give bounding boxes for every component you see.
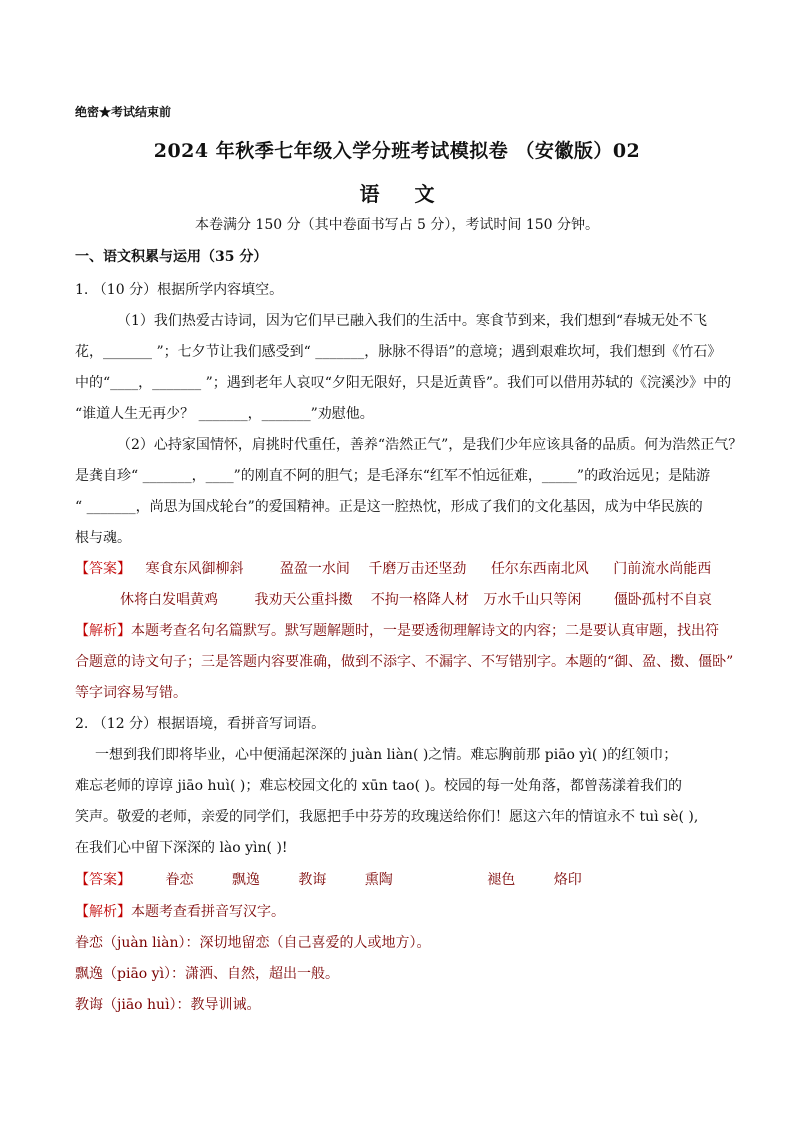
q2-stem: 2. （12 分）根据语境，看拼音写词语。: [75, 716, 326, 732]
exam-note: 本卷满分 150 分（其中卷面书写占 5 分），考试时间 150 分钟。: [194, 217, 600, 233]
definition-item: 眷恋（juàn liàn）：深切地留恋（自己喜爱的人或地方）。: [75, 935, 431, 951]
answer-item: 盈盈一水间: [279, 561, 350, 577]
q2-line1: 一想到我们即将毕业，心中便涌起深深的 juàn liàn( )之情。难忘胸前那 piāo yì( )的红领巾；: [95, 747, 678, 763]
answer-item: 任尔东西南北风: [490, 561, 589, 577]
q1-p1-line4: “谁道人生无再少？ _______，_______”劝慰他。: [75, 406, 374, 422]
analysis-label: 【解析】: [75, 904, 131, 920]
analysis-text: 本题考查名句名篇默写。默写题解题时，一是要透彻理解诗文的内容；二是要认真审题，找出符: [131, 623, 719, 639]
analysis-text: 本题考查看拼音写汉字。: [131, 904, 285, 920]
section-heading: 一、语文积累与运用（35 分）: [75, 249, 268, 265]
q1-analysis-line2: 合题意的诗文句子；三是答题内容要准确，做到不添字、不漏字、不写错别字。本题的“御、盈、擞、僵卧”: [75, 654, 734, 670]
answer-item: 寒食东风御柳斜: [145, 561, 244, 577]
answer-label: 【答案】: [75, 561, 131, 577]
q1-answer-row1: [75, 559, 725, 579]
analysis-label: 【解析】: [75, 623, 131, 639]
answer-item: 熏陶: [364, 872, 393, 888]
q1-p2-line2: 是龚自珍“ _______，____”的刚直不阿的胆气；是毛泽东“红军不怕远征难，_____”的政治远见；是陆游: [75, 468, 711, 484]
q1-stem: 1. （10 分）根据所学内容填空。: [75, 282, 284, 298]
answer-item: 万水千山只等闲: [483, 592, 582, 608]
answer-item: 门前流水尚能西: [613, 561, 712, 577]
q1-p2-line4: 根与魂。: [75, 530, 131, 546]
q1-p2-line1: （2）心持家国情怀，肩挑时代重任，善养“浩然正气”，是我们少年应该具备的品质。何为浩然正气？: [117, 437, 743, 453]
q2-line3: 笑声。敬爱的老师，亲爱的同学们，我愿把手中芬芳的玫瑰送给你们！愿这六年的情谊永不 tuì sè( ),: [75, 809, 699, 825]
q1-answer-row2: [120, 590, 770, 610]
answer-item: 千磨万击还坚劲: [368, 561, 467, 577]
answer-item: 烙印: [553, 872, 582, 888]
q1-p1-line2: 花，_______ ”；七夕节让我们感受到“ _______，脉脉不得语”的意境；遇到艰难坎坷，我们想到《竹石》: [75, 344, 722, 360]
q1-p1-line3: 中的“____，_______ ”；遇到老年人哀叹“夕阳无限好，只是近黄昏”。我们可以借用苏轼的《浣溪沙》中的: [75, 375, 732, 391]
definition-item: 飘逸（piāo yì）：潇洒、自然，超出一般。: [75, 966, 340, 982]
q1-analysis-line1: [75, 621, 725, 641]
answer-item: 眷恋: [165, 872, 194, 888]
q1-analysis-line3: 等字词容易写错。: [75, 685, 187, 701]
q2-line4: 在我们心中留下深深的 lào yìn( )!: [75, 840, 288, 856]
answer-label: 【答案】: [75, 872, 131, 888]
answer-item: 休将白发唱黄鸡: [120, 592, 218, 608]
answer-item: 我劝天公重抖擞: [254, 592, 353, 608]
definition-item: 教诲（jiāo huì）：教导训诫。: [75, 997, 261, 1013]
q1-p1-line1: （1）我们热爱古诗词，因为它们早已融入我们的生活中。寒食节到来，我们想到“春城无处不飞: [117, 313, 708, 329]
answer-item: 不拘一格降人材: [370, 592, 469, 608]
answer-item: 飘逸: [231, 872, 260, 888]
answer-item: 僵卧孤村不自哀: [613, 592, 712, 608]
page-title: 2024 年秋季七年级入学分班考试模拟卷 （安徽版）02: [153, 140, 641, 162]
answer-item: 教诲: [298, 872, 327, 888]
q2-answer-row: [75, 870, 725, 890]
secret-label: 绝密★考试结束前: [75, 105, 172, 119]
q2-analysis: [75, 902, 725, 922]
q1-p2-line3: “ _______，尚思为国戍轮台”的爱国精神。正是这一腔热忱，形成了我们的文化基因，成为中华民族的: [75, 499, 703, 515]
subject-heading: 语 文: [359, 182, 449, 206]
answer-item: 褪色: [487, 872, 516, 888]
q2-line2: 难忘老师的谆谆 jiāo huì( )；难忘校园文化的 xūn tao( )。校园的每一处角落，都曾荡漾着我们的: [75, 778, 682, 794]
